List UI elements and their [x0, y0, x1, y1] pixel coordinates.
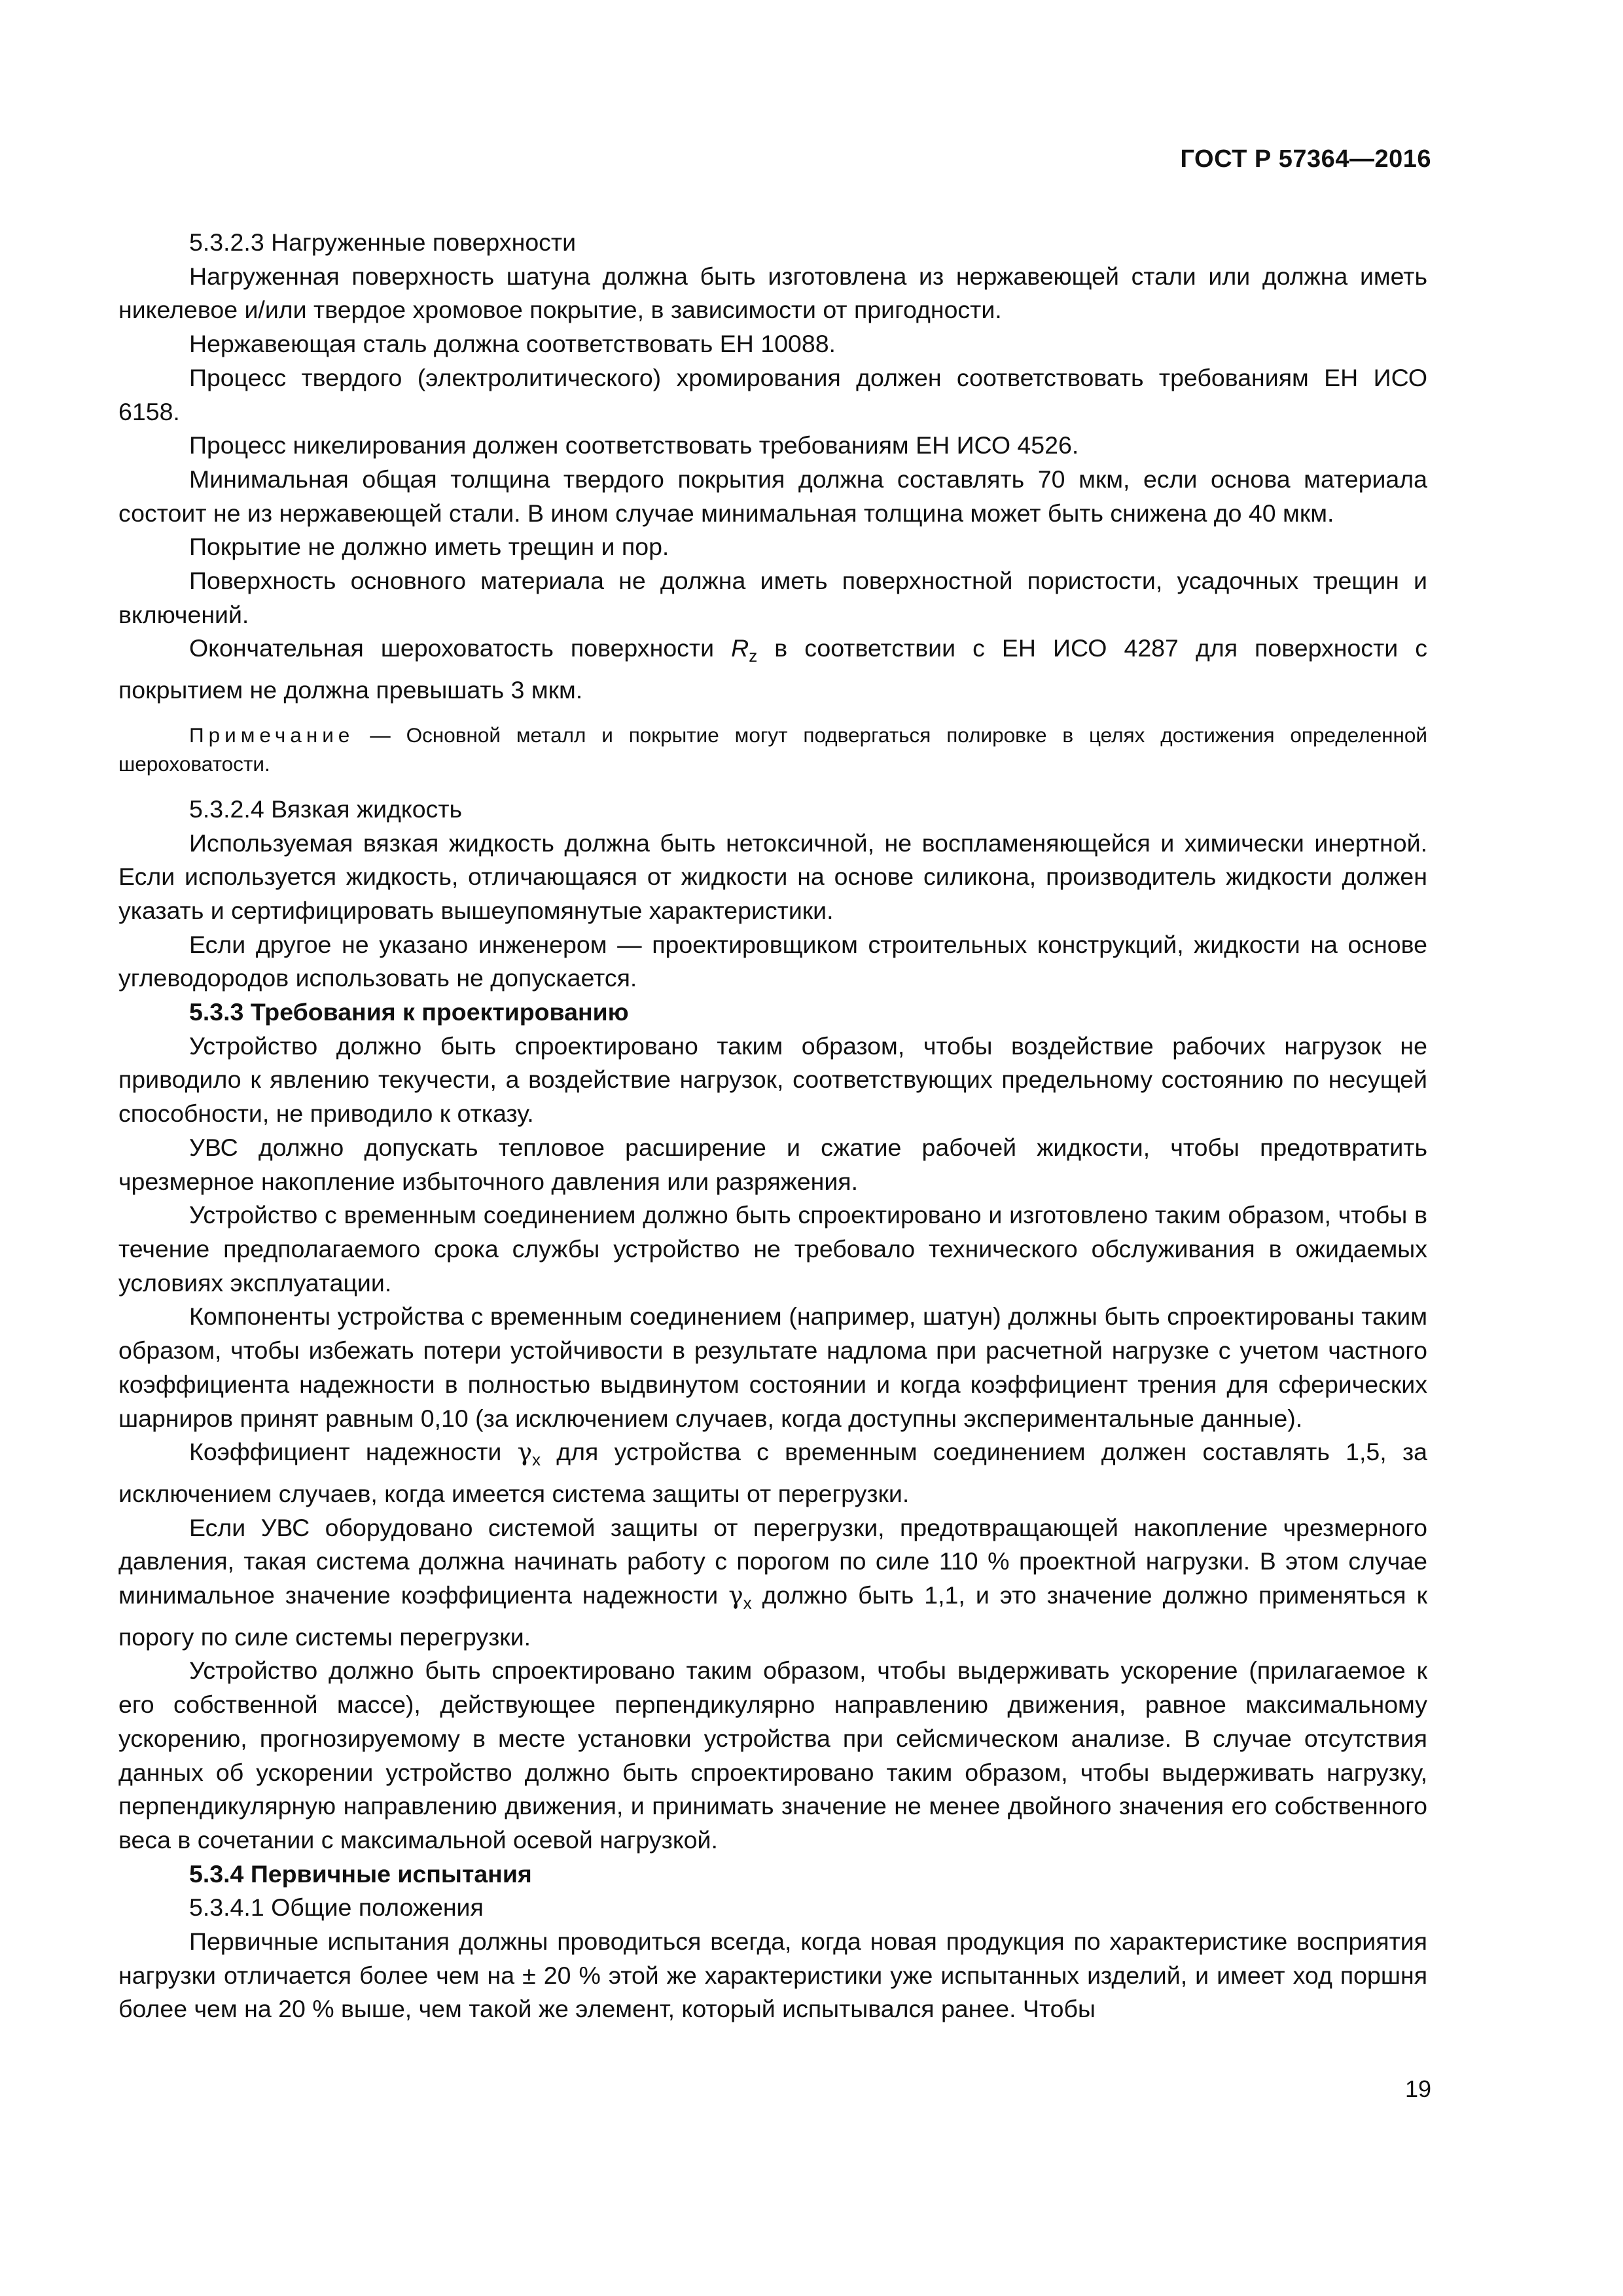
note-label: Примечание — [189, 723, 355, 747]
paragraph: Процесс твердого (электролитического) хромирования должен соответствовать требованиям ЕН ИСО 6158. — [118, 363, 1427, 425]
note — [118, 721, 1427, 778]
paragraph-overload: Если УВС оборудовано системой защиты от перегрузки, предотвращающей накопление чрезмерного давления, такая система должна начинать работу с порогом по силе 110 % проектной нагрузки. В этом случае минимальное значение коэффициента надежности $\gamma_x$ должно быть 1,1, и это значение должно применяться к порогу по силе системы перегрузки. — [118, 1513, 1427, 1651]
section-heading-5-3-3: 5.3.3 Требования к проектированию — [189, 998, 629, 1026]
paragraph: Первичные испытания должны проводиться всегда, когда новая продукция по характеристике восприятия нагрузки отличается более чем на ± 20 % этой же характеристики уже испытанных изделий, и имеет ход поршня более чем на 20 % выше, чем такой же элемент, который испытывался ранее. Чтобы — [118, 1928, 1427, 2023]
paragraph: Устройство должно быть спроектировано таким образом, чтобы выдерживать ускорение (прилагаемое к его собственной массе), действующее перпендикулярно направлению движения, равное максимальному ускорению, прогнозируемому в месте установки устройства при сейсмическом анализе. В случае отсутствия данных об ускорении устройство должно быть спроектировано таким образом, чтобы выдерживать нагрузку, перпендикулярную направлению движения, и принимать значение не менее двойного значения его собственного веса в сочетании с максимальной осевой нагрузкой. — [118, 1657, 1427, 1854]
section-title-5-3-2-4: 5.3.2.4 Вязкая жидкость — [189, 795, 463, 823]
paragraph: Нержавеющая сталь должна соответствовать ЕН 10088. — [189, 330, 836, 358]
paragraph: Нагруженная поверхность шатуна должна быть изготовлена из нержавеющей стали или должна иметь никелевое и/или твердое хромовое покрытие, в зависимости от пригодности. — [118, 262, 1427, 324]
paragraph: Процесс никелирования должен соответствовать требованиям ЕН ИСО 4526. — [189, 431, 1079, 459]
paragraph: Поверхность основного материала не должна иметь поверхностной пористости, усадочных трещин и включений. — [118, 567, 1427, 628]
gamma-symbol: γ — [728, 1581, 743, 1610]
section-heading-5-3-4: 5.3.4 Первичные испытания — [189, 1859, 532, 1888]
gamma-subscript: x — [743, 1593, 752, 1613]
document-id-header: ГОСТ Р 57364—2016 — [1180, 145, 1431, 173]
paragraph-roughness: Окончательная шероховатость поверхности $R_z$ в соответствии с ЕН ИСО 4287 для поверхности с покрытием не должна превышать 3 мкм. — [118, 634, 1427, 704]
gamma-symbol: γ — [517, 1437, 533, 1467]
roughness-symbol: R — [731, 634, 749, 662]
page-number: 19 — [1404, 2075, 1431, 2102]
paragraph: Если другое не указано инженером — проектировщиком строительных конструкций, жидкости на основе углеводородов использовать не допускается. — [118, 930, 1427, 992]
section-title-5-3-2-3: 5.3.2.3 Нагруженные поверхности — [189, 228, 577, 256]
paragraph: Устройство должно быть спроектировано таким образом, чтобы воздействие рабочих нагрузок не приводило к явлению текучести, а воздействие нагрузок, соответствующих предельному состоянию по несущей способности, не приводило к отказу. — [118, 1031, 1427, 1128]
gamma-subscript: x — [532, 1450, 541, 1470]
page-content — [118, 226, 1427, 2026]
paragraph: Минимальная общая толщина твердого покрытия должна составлять 70 мкм, если основа материала состоит не из нержавеющей стали. В ином случае минимальная толщина может быть снижена до 40 мкм. — [118, 465, 1427, 527]
paragraph: Используемая вязкая жидкость должна быть нетоксичной, не воспламеняющейся и химически инертной. Если используется жидкость, отличающаяся от жидкости на основе силикона, производитель жидкости должен указать и сертифицировать вышеупомянутые характеристики. — [118, 829, 1427, 924]
paragraph-safety-factor: Коэффициент надежности $\gamma_x$ для устройства с временным соединением должен составлять 1,5, за исключением случаев, когда имеется система защиты от перегрузки. — [118, 1437, 1427, 1507]
paragraph: Покрытие не должно иметь трещин и пор. — [189, 533, 669, 561]
paragraph: Устройство с временным соединением должно быть спроектировано и изготовлено таким образом, чтобы в течение предполагаемого срока службы устройство не требовало технического обслуживания в ожидаемых условиях эксплуатации. — [118, 1201, 1427, 1297]
paragraph: Компоненты устройства с временным соединением (например, шатун) должны быть спроектированы таким образом, чтобы избежать потери устойчивости в результате надлома при расчетной нагрузке с учетом частного коэффициента надежности в полностью выдвинутом состоянии и когда коэффициент трения для сферических шарниров принят равным 0,10 (за исключением случаев, когда доступны экспериментальные данные). — [118, 1302, 1427, 1432]
note-text: — Основной металл и покрытие могут подвергаться полировке в целях достижения определенной шероховатости. — [118, 723, 1427, 776]
section-title-5-3-4-1: 5.3.4.1 Общие положения — [189, 1893, 484, 1922]
paragraph: УВС должно допускать тепловое расширение и сжатие рабочей жидкости, чтобы предотвратить чрезмерное накопление избыточного давления или разряжения. — [118, 1133, 1427, 1195]
roughness-subscript: z — [749, 646, 758, 666]
